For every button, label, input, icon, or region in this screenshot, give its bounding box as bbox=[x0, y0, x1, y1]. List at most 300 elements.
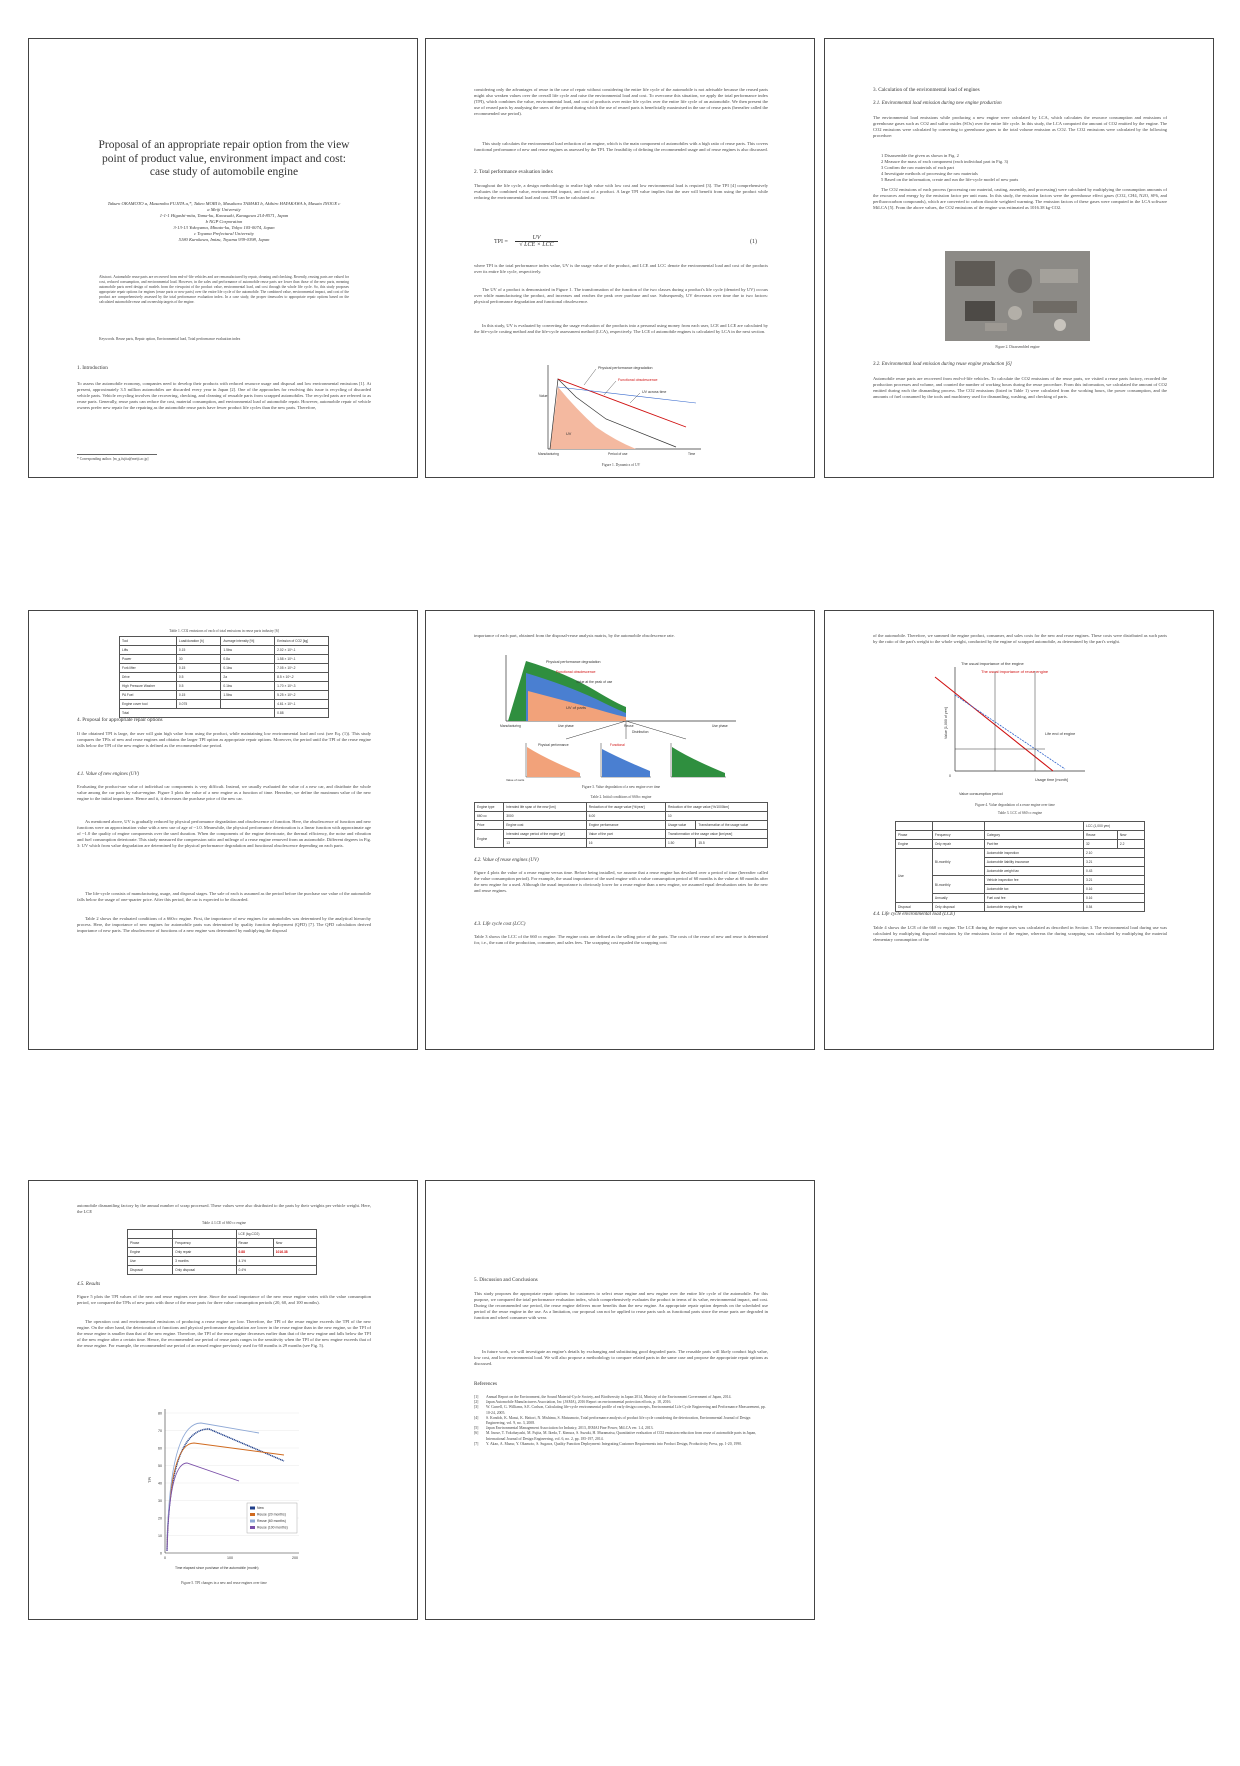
reference-item bbox=[474, 1431, 768, 1441]
table-cell: 2a bbox=[221, 673, 275, 682]
figure-4-reuse-value-degradation bbox=[925, 659, 1095, 799]
crankcase bbox=[965, 301, 995, 321]
table-cell: Only repair bbox=[173, 1248, 236, 1257]
table-cell: 0.1kw bbox=[221, 682, 275, 691]
table-cell: 0.5 bbox=[176, 682, 221, 691]
arrow-left bbox=[566, 721, 626, 739]
section-4-5-heading: 4.5. Results bbox=[77, 1282, 101, 1287]
legend-swatch bbox=[250, 1526, 255, 1529]
reference-text: M. Inoue, T. Yokobayashi, M. Fujita, M. Ikeda, T. Kimura, S. Suzuki, H. Muramatsu, Quantitative evaluation of CO2 emission reduction from reuse of automobile parts in Japan, International Journal of Design Engineering, vol. 6, no. 2, pp. 185-197, 2014. bbox=[486, 1431, 757, 1441]
section-4-3-text: Table 3 shows the LCC of the 660 cc engine. The engine costs are defined as the selling price of the parts. The costs of the reuse of new and reuse is determined for, i.e., the sum of the production, consumer, and sales fees. The scrapping cost equaled the scrapping cost bbox=[474, 934, 768, 946]
intro-continued-2: This study calculates the environmental load reduction of an engine, which is the main component of automobiles with a high ratio of reuse parts. This covers functional performance of new and reuse engines as assessed by the TPI. The feasibility of defining the recommended usage and of reuse engines is also discussed. bbox=[474, 141, 768, 153]
table-3-caption: Table 3. LCC of 660 cc engine bbox=[997, 811, 1043, 815]
table-cell: 10 bbox=[665, 812, 767, 821]
table-cell bbox=[128, 1230, 173, 1239]
table-row bbox=[120, 673, 329, 682]
figure-5-caption: Figure 5. TPI changes in a new and reuse engines over time bbox=[181, 1581, 267, 1585]
label-physical-2: Physical performance bbox=[538, 743, 569, 747]
reference-number: [3] bbox=[474, 1405, 479, 1410]
author-list bbox=[79, 201, 369, 243]
pulley bbox=[1008, 306, 1022, 320]
sub-area-1 bbox=[527, 747, 580, 777]
label-value-peak: Value at the peak of use bbox=[576, 680, 613, 684]
leader-3 bbox=[630, 393, 640, 403]
table-cell: 5.25 × 10^-2 bbox=[275, 691, 329, 700]
label-uv-across-time: UV across time bbox=[642, 390, 667, 394]
cylinder-head bbox=[1040, 269, 1078, 283]
label-physical: Physical performance degradation bbox=[546, 660, 601, 664]
table-cell: 660 cc bbox=[475, 812, 504, 821]
x-tick-label: 200 bbox=[292, 1556, 298, 1560]
step-1: 1 Disassemble the given as shown in Fig. 2 bbox=[881, 153, 959, 158]
table-cell: Price bbox=[475, 821, 504, 830]
table-cell: Use bbox=[896, 849, 933, 903]
section-4-1-text-2: As mentioned above, UV is gradually reduced by physical performance degradation and obsolescence of function. Here, the obsolescence of function and new functions were an approximation value with a new use of age of ~1.0. Meanwhile, the physical performance deterioration is a linear function with approximate age of ~1.0 the quality of engine components over the used duration. When the components of the engine deteriorate, the thermal efficiency, the noise and vibration and fuel consumption deteriorate. This study measured the compression ratio and mileage of a reuse engine removed from an automobile. Different degrees in Fig. 3: UV which from value degradation are determined by the physical performance degradation and functional obsolescence depending on each parts. bbox=[77, 819, 371, 849]
reference-text: Japan Automobile Manufacturers Association, Inc (JAMA), 2016 Report on environmental protection efforts, p. 18, 2016. bbox=[486, 1400, 672, 1405]
section-4-4-text: Table 4 shows the LCE of the 660 cc engine. The LCE during the engine uses was calculated as described in Section 3. The environmental load during use was calculated by multiplying disposal emissions by the emissions factor of the engine, whereas the during scrapping was calculated by multiplying the material elementary consumption of the bbox=[873, 925, 1167, 943]
table-cell: Automobile tax bbox=[984, 885, 1083, 894]
page-5 bbox=[425, 610, 815, 1050]
section-2-text-4: In this study, UV is evaluated by converting the usage evaluation of the products into a personal using money from each user, LCE and LCE are calculated by the life-cycle costing method and the life-cycle assessment method (LCA), respectively. The LCE of automobile engines is calculated by LCA in the next section. bbox=[474, 323, 768, 335]
reference-text: S. Kondoh, K. Masui, K. Hattori, N. Mishima, S. Matsumoto, Total performance analysis of product life cycle considering the deterioration, Environmental Journal of Design Engineering, vol. 9, no. 3, 2008. bbox=[486, 1415, 751, 1426]
figure-3-value-degradation bbox=[486, 651, 746, 781]
affiliation-2-address: 3-13-13 Yokoyama, Minato-ku, Tokyo 105-0074, Japan bbox=[173, 225, 275, 230]
table-row bbox=[120, 646, 329, 655]
paper-title: Proposal of an appropriate repair option from the view point of product value, environment impact and cost: case study of automobile engine bbox=[98, 139, 350, 178]
equation-1 bbox=[494, 235, 558, 248]
section-3-1-heading: 3.1. Environmental load emission during new engine production bbox=[873, 101, 1002, 106]
label-y-axis: Value [1,000 of yen] bbox=[944, 707, 948, 739]
table-cell: 0.1kw bbox=[221, 664, 275, 673]
section-4-2-text: Figure 4 plots the value of a reuse engine versus time. Before being installed, we assume that a reuse engine has devalued over a period of time (hereafter called the value consumption period). For example, the usual importance of the used engine with a value consumption period of 60 months is the value at 60 months after the new engine for a used. Although the usual importance is obviously lower for a reuse engine than a new engine, we assumed equal devaluation rates for the new and reuse engines. bbox=[474, 870, 768, 894]
label-x-axis: Usage time [month] bbox=[1035, 778, 1068, 782]
table-row bbox=[475, 821, 768, 830]
table-cell: Transformation of the usage value bbox=[696, 821, 768, 830]
authors: Takuro OKAMOTO a, Masanobu FUJITA a,*, Takeo MORI b, Masaharu TAMAKI b, Akihiro HAYAKAWA b, Masato INOUE c bbox=[107, 201, 341, 206]
table-cell: 30 bbox=[176, 655, 221, 664]
reference-number: [5] bbox=[474, 1426, 479, 1431]
step-3: 3 Confirm the raw materials of each part bbox=[881, 165, 955, 171]
table-4 bbox=[127, 1229, 317, 1275]
table-cell: Annually bbox=[932, 894, 984, 903]
table-cell: 15.5 bbox=[696, 839, 768, 848]
table-cell: Engine bbox=[128, 1248, 173, 1257]
figure-4-caption: Figure 4. Value degradation of a reuse engine over time bbox=[975, 803, 1055, 807]
legend-label: New bbox=[257, 1506, 264, 1510]
table-cell: New bbox=[273, 1239, 316, 1248]
legend-swatch bbox=[250, 1513, 255, 1516]
label-use-phase-2: Use phase bbox=[712, 724, 728, 728]
intro-text: To assess the automobile economy, companies need to develop their products with reduced resource usage and disposal and low environmental emissions [1]. At present, approximately 3.5 million automobiles are discarded every year in Japan [2]. One of the approaches for resolving this issue is recycling of discarded vehicle parts. Vehicle recycling involves the recovering, checking, and cleaning of reusable parts from scrapped automobiles. The recycled parts are referred to as reuse parts. Generally, reuse parts can reduce the cost, material consumption, and environmental load of automobile repair. However, automobile repair of vehicle owners prefer new repair for the repairing as the automobile reuse parts have fewer product life cycles than the new parts. Therefore, bbox=[77, 381, 371, 411]
step-2: 2 Measure the mass of each component (each individual part in Fig. 3) bbox=[881, 159, 1009, 165]
footnote: * Corresponding author. [m_g.fujita@meiji.ac.jp] bbox=[77, 457, 149, 461]
table-cell: 0.88 bbox=[275, 709, 329, 718]
table-cell: Engine type bbox=[475, 803, 504, 812]
intro-heading: 1. Introduction bbox=[77, 365, 108, 371]
section-5-heading: 5. Discussion and Conclusions bbox=[474, 1277, 538, 1283]
table-cell: Vehicle inspection fee bbox=[984, 876, 1083, 885]
table-cell: 0.5 bbox=[176, 673, 221, 682]
uv-area bbox=[550, 387, 636, 449]
table-cell: Disposal bbox=[896, 903, 933, 912]
table-cell: 0.16 bbox=[1083, 894, 1144, 903]
table-row bbox=[475, 803, 768, 812]
affiliation-3-address: 5180 Kurokawa, Imizu, Toyama 939-0398, Japan bbox=[178, 237, 270, 242]
table-cell: 2.10 bbox=[1083, 849, 1144, 858]
table-cell: Intended life span of the new [km] bbox=[504, 803, 587, 812]
figure-3-caption: Figure 3. Value degradation of a new engine over time bbox=[581, 785, 661, 789]
sub-area-3 bbox=[672, 747, 725, 777]
legend-swatch bbox=[250, 1520, 255, 1523]
leader-1 bbox=[584, 369, 596, 385]
table-cell: Engine bbox=[896, 840, 933, 849]
legend-label: Reuse (100 months) bbox=[257, 1525, 288, 1530]
y-tick-label: 70 bbox=[158, 1428, 162, 1433]
step-4: 4 Investigate methods of processing the raw materials bbox=[881, 171, 978, 177]
section-4-4-heading: 4.4. Life cycle environmental load (LCE) bbox=[873, 912, 955, 917]
table-cell: Automobile liability insurance bbox=[984, 858, 1083, 867]
table-cell: 0.43 bbox=[1083, 867, 1144, 876]
section-4-3-heading: 4.3. Life cycle cost (LCC) bbox=[474, 922, 526, 927]
page-6 bbox=[824, 610, 1214, 1050]
table-cell: New bbox=[1117, 831, 1144, 840]
label-value-of-parts: Value of parts bbox=[506, 778, 525, 781]
reference-number: [6] bbox=[474, 1431, 479, 1436]
table-cell: Only disposal bbox=[932, 903, 984, 912]
table-cell: 0.15 bbox=[176, 691, 221, 700]
table-cell: 3.21 bbox=[1083, 876, 1144, 885]
label-value-consumption: Value consumption period bbox=[959, 792, 1003, 796]
table-cell: 2.02 × 10^-1 bbox=[275, 646, 329, 655]
table-cell: 0.4% bbox=[236, 1266, 316, 1275]
table-3 bbox=[895, 821, 1145, 912]
y-tick-label: 50 bbox=[158, 1463, 162, 1468]
table-cell: Frequency bbox=[173, 1239, 236, 1248]
page-8 bbox=[425, 1180, 815, 1620]
step-5: 5 Based on the information, create and run the life-cycle model of new parts bbox=[881, 177, 1019, 183]
y-tick-label: 0 bbox=[160, 1551, 162, 1556]
footnote-rule bbox=[77, 454, 157, 455]
reference-number: [4] bbox=[474, 1415, 479, 1420]
label-usual-importance: The usual importance of the engine bbox=[961, 661, 1024, 666]
intro-continued: considering only the advantages of reuse in the case of repair without considering the entire life cycle of the automobile is not advisable because the reused parts might also weaken values over the overall life cycle and raise the environmental load and cost. To overcome this situation, we apply the total performance index (TPI), which combines the value, environmental load, and cost of products over entire life cycles over the entire life cycle of an automobile. We then present the use of reused parts by analysing the users of the period during which the use of reused parts is beneficially maximised in the use of reuse parts (hereafter called the recommended use period). bbox=[474, 87, 768, 117]
table-cell: 3.21 bbox=[1083, 858, 1144, 867]
reference-number: [1] bbox=[474, 1395, 479, 1399]
section-5-text-2: In future work, we will investigate an engine's details by exchanging and substituting good degraded parts. The reusable parts will likely conduct high value, low cost, and low environmental load. We will also propose a methodology to compare related parts in the same case and propose the appropriate repair options as discussed. bbox=[474, 1349, 768, 1367]
flywheel bbox=[1008, 269, 1032, 293]
table-cell: 4.1% bbox=[236, 1257, 316, 1266]
table-cell: Drive bbox=[120, 673, 177, 682]
table-1-caption: Table 1. CO2 emissions of each of total emissions in reuse parts industry [6] bbox=[169, 629, 279, 633]
legend-label: Reuse (60 months) bbox=[257, 1519, 286, 1523]
table-row bbox=[120, 682, 329, 691]
table-row bbox=[896, 894, 1145, 903]
sub-area-2 bbox=[602, 749, 650, 777]
reference-text: Y. Akao, A. Mazur, Y. Okamoto, S. Sugawa, Quality Function Deployment: Integrating Customer Requirements into Product Design, Productivity Press, pp. 1-20, 1990. bbox=[486, 1441, 743, 1446]
table-cell bbox=[173, 1230, 236, 1239]
equation-denominator: √ LCE × LCC bbox=[519, 242, 554, 248]
label-manufacturing: Manufacturing bbox=[538, 452, 559, 456]
table-row bbox=[120, 655, 329, 664]
table-cell: Total bbox=[120, 709, 275, 718]
section-3-1-text-2: The CO2 emissions of each process (processing raw material, casting, assembly, and processing) were calculated by multiplying the consumption amounts of the resources and energy by the emission factor per unit mass. In this study, the emission factors were the greenhouse effect gases (CO2, CH4, N2O, SF6, and perfluorocarbon compounds), which are converted to carbon dioxide weighted warming. The emission factors of these gases were computed in the LCA software MiLCA [5]. From the above values, the CO2 emissions of the engine was estimated as 1016.38 kg-CO2. bbox=[873, 187, 1167, 211]
table-cell: Lifts bbox=[120, 646, 177, 655]
table-cell: LCC (1,000 yen) bbox=[1083, 822, 1144, 831]
table-cell: PA Fuel bbox=[120, 691, 177, 700]
table-cell: Phase bbox=[128, 1239, 173, 1248]
table-cell: Bi-monthly bbox=[932, 849, 984, 876]
table-cell: Load/duration [h] bbox=[176, 637, 221, 646]
table-cell: Reuse bbox=[1083, 831, 1117, 840]
table-cell: 0.88 bbox=[236, 1248, 273, 1257]
table-cell: Use bbox=[128, 1257, 173, 1266]
reference-text: Japan Environmental Management Association for Industry, 2013, JEMAI Fine Power, MiLCA ver. 1.4, 2013. bbox=[486, 1426, 654, 1431]
table-cell: 13 bbox=[504, 839, 587, 848]
table-cell: 16 bbox=[586, 839, 665, 848]
table-cell: 1.5kw bbox=[221, 646, 275, 655]
page-6-top-text: of the automobile. Therefore, we summed the engine product, consumer, and sales costs for the new and reuse engines. These costs were distributed as such parts by the ratio of the part's weight to the whole weight, conducted by the engine of scrapped automobile, as determined by the part's weight. bbox=[873, 633, 1167, 645]
references-heading: References bbox=[474, 1381, 498, 1387]
page-2 bbox=[425, 38, 815, 478]
keywords: Keywords. Reuse parts, Repair option, Environmental load, Total performance evaluation index bbox=[99, 337, 241, 341]
section-4-heading: 4. Proposal for appropriate repair options bbox=[77, 717, 163, 723]
table-4-caption: Table 4. LCE of 660 cc engine bbox=[202, 1221, 246, 1225]
section-2-text-2: where TPI is the total performance index value, UV is the usage value of the product, and LCE and LCC denote the environmental load and cost of the products over its entire life cycle, respectively. bbox=[474, 263, 768, 275]
table-cell: 32 bbox=[1083, 840, 1117, 849]
table-cell bbox=[932, 822, 984, 831]
table-cell: Intended usage period of the engine [yr] bbox=[504, 830, 587, 839]
label-uv-of-parts: UV of parts bbox=[566, 705, 587, 710]
table-row bbox=[120, 664, 329, 673]
table-2 bbox=[474, 802, 768, 848]
series-line bbox=[167, 1463, 239, 1551]
table-4-subheader bbox=[128, 1239, 317, 1248]
table-row bbox=[896, 876, 1145, 885]
figure-2-caption: Figure 2. Disassembled engine bbox=[995, 345, 1040, 349]
label-reuse: Reuse bbox=[624, 724, 634, 728]
reference-text: W. Gurrell, G. Williams, S.E. Carlson, Calculating life-cycle environmental profile of early design concepts, Environmental Life Cycle Engineering and Performance Measurement, pp. 10-24, 2005. bbox=[486, 1405, 766, 1415]
affiliation-3: c Toyama Prefectural University bbox=[194, 231, 254, 236]
table-cell: Tool bbox=[120, 637, 177, 646]
table-row bbox=[896, 840, 1145, 849]
figure-2-engine-photo bbox=[945, 251, 1090, 341]
table-cell: 0.54 bbox=[1083, 903, 1144, 912]
label-physical: Physical performance degradation bbox=[598, 366, 653, 370]
table-1 bbox=[119, 636, 329, 718]
series-line bbox=[167, 1423, 259, 1551]
page-5-top-text: importance of each part, obtained from the disposal-reuse analysis matrix, by the automobile obsolescence rate. bbox=[474, 633, 675, 638]
x-tick-label: 0 bbox=[164, 1556, 166, 1560]
equation-numerator: UV bbox=[515, 235, 557, 242]
small-part bbox=[985, 323, 1007, 331]
table-4-header bbox=[128, 1230, 317, 1239]
label-manufacturing: Manufacturing bbox=[500, 724, 521, 728]
table-cell: LCE (kg-CO2) bbox=[236, 1230, 316, 1239]
y-tick-labels bbox=[158, 1411, 162, 1555]
affiliation-1: a Meiji University bbox=[207, 207, 241, 212]
table-cell: Reuse bbox=[236, 1239, 273, 1248]
table-cell: Usage value bbox=[665, 821, 695, 830]
x-tick-labels bbox=[164, 1556, 298, 1560]
table-2-caption: Table 2. Initial conditions of 660cc engine bbox=[590, 795, 652, 799]
page-7 bbox=[28, 1180, 418, 1620]
table-cell: 3000 bbox=[504, 812, 587, 821]
section-2-text: Throughout the life cycle, a design methodology to realize high value with low cost and low environmental load is required [3]. The TPI [4] comprehensively evaluates the combined value, environmental impact, and cost of a product. A large TPI value implies that the user will benefit from using the product while reducing the environmental load and cost. TPI can be calculated as: bbox=[474, 183, 768, 201]
equation-fraction bbox=[515, 235, 557, 248]
y-tick-label: 30 bbox=[158, 1498, 162, 1503]
bolt-part bbox=[1054, 319, 1066, 331]
legend-swatch bbox=[250, 1507, 255, 1510]
table-cell: Category bbox=[984, 831, 1083, 840]
x-tick-label: 100 bbox=[227, 1556, 233, 1560]
table-cell: Engine bbox=[475, 830, 504, 848]
label-usual-importance-reuse: The usual importance of reuse engine bbox=[981, 669, 1049, 674]
label-functional: Functional obsolescence bbox=[556, 670, 596, 674]
table-cell: Bi-monthly bbox=[932, 876, 984, 894]
figure-1-caption: Figure 1. Dynamics of UV bbox=[601, 463, 641, 467]
section-4-1-heading: 4.1. Value of new engines (UV) bbox=[77, 772, 140, 777]
reference-text: Annual Report on the Environment, the Sound Material-Cycle Society, and Biodiversity in Japan 2014, Ministry of the Environment Government of Japan, 2014. bbox=[486, 1395, 732, 1399]
label-time: Time bbox=[688, 452, 696, 456]
table-row bbox=[120, 700, 329, 709]
table-cell: 0.15 bbox=[176, 664, 221, 673]
abstract: Abstract. Automobile reuse parts are recovered from end-of-life vehicles and are remanufactured by repair, cleaning and checking. Recently, reusing parts are valued for cost, reduced consumption, and environmental load. However, in the sales and performance of automobile reuse parts are lower than those of the new parts, meaning automobile parts need design of models from the viewpoint of the product value, environmental load, and cost through the whole life cycle. So, this study proposes appropriate repair options for engines (reuse parts or new parts) over the entire life cycle of the automobile. The combined value, environmental impact, and cost of the product are comprehensively assessed by the total performance evaluation index. In a case study, the proper timescales to appropriate repair options based on the calculated automobile reuse and ownership targets of the engine. bbox=[99, 275, 349, 304]
table-cell: Value of the part bbox=[586, 830, 665, 839]
table-row bbox=[128, 1248, 317, 1257]
label-life-end: Life end of engine bbox=[1045, 732, 1076, 736]
table-cell: Only repair bbox=[932, 840, 984, 849]
table-row bbox=[128, 1257, 317, 1266]
section-3-2-heading: 3.2. Environmental load emission during reuse engine production [6] bbox=[873, 362, 1012, 367]
manifold bbox=[1033, 301, 1077, 313]
table-cell: Automobile recycling fee bbox=[984, 903, 1083, 912]
section-4-1-text-3: The life-cycle consists of manufacturing, usage, and disposal stages. The sale of each is assumed as the period before the purchase use value of the automobile falls below the usage of one-quarter price. After this period, the car is expected to be discarded. bbox=[77, 891, 371, 903]
section-2-text-3: The UV of a product is demonstrated in Figure 1. The transformation of the function of the two classes during a product's life cycle (denoted by UV) occurs over while manufacturing the product, and increases and reaches the peak over purchase and use. Subsequently, UV decreases over time due to two factors: physical performance degradation and functional obsolescence. bbox=[474, 287, 768, 305]
reference-list bbox=[474, 1395, 768, 1447]
equation-lhs: TPI = bbox=[494, 238, 508, 245]
section-4-1-text: Evaluating the product-use value of individual car components is very difficult. Instead, we usually evaluated the value of a new car, and distribute the whole value among the car parts by value-engine. Figure 3 plots the value of a new engine as a function of time. Hereafter, we define the maximum value of the new engine to the initial importance. Hence and it, it decreases the purchase price of the new car. bbox=[77, 784, 371, 802]
table-cell: 0.075 bbox=[176, 700, 221, 709]
section-3-2-text: Automobile reuse parts are recovered from end-of-life vehicles. To calculate the CO2 emissions of the reuse parts, we visited a reuse parts factory, recorded the production processes and volume, and counted the number of working hours during the reuse procedure. From this information, we calculated the amount of CO2 emitted during each the dismantling process. The CO2 emissions (listed in Table 1) were calculated from the working hours, the power consumption, and the amounts of fuel consumed by the tools and machinery used for dismantling, washing, and checking of parts. bbox=[873, 376, 1167, 400]
reference-item bbox=[474, 1416, 768, 1426]
table-cell: 0.8a bbox=[221, 655, 275, 664]
table-cell: 6.00 bbox=[586, 812, 665, 821]
table-cell: Automobile inspection bbox=[984, 849, 1083, 858]
reuse-engine-line bbox=[935, 677, 1053, 771]
figure-5-tpi-chart bbox=[139, 1403, 309, 1575]
label-use-phase: Use phase bbox=[558, 724, 574, 728]
procedure-steps bbox=[881, 153, 1161, 183]
table-cell: Transformation of the usage value [km/year] bbox=[665, 830, 767, 839]
table-cell: 8.5 × 10^-2 bbox=[275, 673, 329, 682]
y-tick-label: 60 bbox=[158, 1446, 162, 1451]
label-period-of-use: Period of use bbox=[608, 452, 628, 456]
section-4-5-text-2: The operation cost and environmental emissions of producing a reuse engine are low. Therefore, the TPI of the reuse engine exceeds the TPI of the new engine. On the other hand, the deterioration of functions and physical performance degradation are lower in the reuse engine than in the new engine, so the TPI of the reuse engine is smaller than that of the new engine. Therefore, the TPI of the reuse engine decreases earlier than that of the new engine and falls below the TPI of the new engine after a certain time. Hence, the recommended use period of reuse parts ranges in the sensitivity when the TPI of the new engine exceeds that of the reuse engine. For example, the recommended use period of an reused engine previously used for 60 months is 29 months (see Fig. 5). bbox=[77, 1319, 371, 1349]
table-cell: Frequency bbox=[932, 831, 984, 840]
table-cell: 2.2 bbox=[1117, 840, 1144, 849]
table-cell: High Pressure Washer bbox=[120, 682, 177, 691]
x-axis-label: Time elapsed since purchase of the automobile (month) bbox=[175, 1566, 259, 1570]
table-row bbox=[475, 812, 768, 821]
y-tick-label: 80 bbox=[158, 1411, 162, 1416]
table-cell: 3 months bbox=[173, 1257, 236, 1266]
table-cell: 1.58 × 10^-1 bbox=[275, 655, 329, 664]
table-cell: 4.61 × 10^-1 bbox=[275, 700, 329, 709]
label-distribution: Distribution bbox=[632, 730, 649, 734]
table-cell bbox=[221, 700, 275, 709]
y-tick-label: 20 bbox=[158, 1516, 162, 1521]
table-cell: Engine cover tool bbox=[120, 700, 177, 709]
table-row bbox=[896, 849, 1145, 858]
table-cell: Part fee bbox=[984, 840, 1083, 849]
legend-label: Reuse (20 months) bbox=[257, 1512, 286, 1517]
table-cell: 0.15 bbox=[176, 646, 221, 655]
section-4-2-heading: 4.2. Value of reuse engines (UV) bbox=[474, 858, 539, 863]
table-cell: Engine cost bbox=[504, 821, 587, 830]
table-cell: 0.16 bbox=[1083, 885, 1144, 894]
section-2-heading: 2. Total performance evaluation index bbox=[474, 169, 553, 175]
label-functional-2: Functional bbox=[610, 743, 625, 747]
table-cell: 1.50 bbox=[665, 839, 695, 848]
table-cell: Reduction of the usage value [%/1000km] bbox=[665, 803, 767, 812]
section-4-5-text: Figure 5 plots the TPI values of the new and reuse engines over time. Since the usual importance of the new reuse engine varies with the value consumption period, we compared the TPIs of new parts with those of the reuse parts for three value consumption periods (20, 60, and 100 months). bbox=[77, 1294, 371, 1306]
label-value: Value bbox=[539, 394, 548, 398]
table-cell: Automobile weight tax bbox=[984, 867, 1083, 876]
equation-number: (1) bbox=[750, 239, 757, 245]
section-4-text: If the obtained TPI is large, the user will gain high value from using the product, while maintaining low environmental load and cost (see Eq. (1)). This study compares the TPIs of new and reuse engines and obtains the larger TPI option as appropriate repair options. Moreover, the period until the TPI of the reuse engine falls below the TPI of the new engine is defined as the recommended use period. bbox=[77, 731, 371, 749]
reference-item bbox=[474, 1405, 768, 1415]
label-uv-fill: UV bbox=[566, 432, 572, 436]
section-3-heading: 3. Calculation of the environmental load of engines bbox=[873, 87, 980, 93]
physical-degradation-line bbox=[558, 387, 696, 403]
affiliation-2: b NGP Corporation bbox=[205, 219, 243, 224]
y-tick-label: 10 bbox=[158, 1533, 162, 1538]
affiliation-1-address: 1-1-1 Higashi-mita, Tama-ku, Kawasaki, Kanagawa 214-8571, Japan bbox=[159, 213, 289, 218]
table-cell: Phase bbox=[896, 831, 933, 840]
table-cell: Reduction of the usage value [%/year] bbox=[586, 803, 665, 812]
table-row bbox=[475, 839, 768, 848]
table-row bbox=[120, 691, 329, 700]
table-cell: Power bbox=[120, 655, 177, 664]
table-cell: 7.05 × 10^-2 bbox=[275, 664, 329, 673]
figure-1-uv-dynamics bbox=[536, 357, 706, 461]
table-cell: Emission of CO2 [kg] bbox=[275, 637, 329, 646]
label-functional: Functional obsolescence bbox=[618, 378, 658, 382]
table-cell: Fork lifter bbox=[120, 664, 177, 673]
page-4 bbox=[28, 610, 418, 1050]
reference-number: [7] bbox=[474, 1441, 479, 1446]
section-3-1-text: The environmental load emissions while producing a new engine were calculated by LCA, which calculates the resource consumption and emissions of greenhouse gases such as CO2 and sulfur oxides (SOx) over the entire life cycle. In this study, the LCA computed the amount of CO2 emitted by the engine. The CO2 emissions were calculated by converting to greenhouse gases to the total volume emission as CO2. The CO2 emissions were calculated by the following procedure: bbox=[873, 115, 1167, 139]
y-axis-label: TPI bbox=[147, 1476, 152, 1483]
table-cell: 1.70 × 10^-3 bbox=[275, 682, 329, 691]
table-row bbox=[128, 1266, 317, 1275]
table-cell: Fuel cost fee bbox=[984, 894, 1083, 903]
table-3-header bbox=[896, 822, 1145, 831]
table-cell: Disposal bbox=[128, 1266, 173, 1275]
label-origin: 0 bbox=[949, 774, 951, 778]
page-7-top-text: automobile dismantling factory by the annual number of scrap processed. These values were also distributed to the parts by their weights per vehicle weight. Here, the LCE bbox=[77, 1203, 371, 1215]
engine-block bbox=[955, 261, 995, 286]
table-cell bbox=[896, 822, 933, 831]
reference-number: [2] bbox=[474, 1400, 479, 1405]
table-cell: Engine performance bbox=[586, 821, 665, 830]
table-cell bbox=[984, 822, 1083, 831]
section-4-1-text-4: Table 2 shows the evaluated conditions of a 660cc engine. First, the importance of new engines for automobiles was determined by the analytical hierarchy process. Here, the importance of new engines for automobile parts was determined by quality function deployment (QFD) [7]. The QFD calculation derived importance of new parts. The obsolescence of functions of a new engine was determined by multiplying the disposal bbox=[77, 916, 371, 934]
table-row bbox=[475, 830, 768, 839]
series-line bbox=[167, 1443, 284, 1551]
table-1-header bbox=[120, 637, 329, 646]
section-5-text: This study proposes the appropriate repair options for customers to select reuse engine and new engine over the entire life cycle of the automobile. For this purpose, we compared the total performance evaluation index, which comprehensively evaluates the product in terms of its value, environmental impact, and cost. During the recommended use period, the reuse engine delivers more benefits than the new engine. An appropriate repair option depends on the scheduled use period of the reuse engine in the use. As a limitation, our proposal can not be applied to reuse parts such as functional parts since the reuse parts are degraded in function and wheel consumer with wear. bbox=[474, 1291, 768, 1321]
